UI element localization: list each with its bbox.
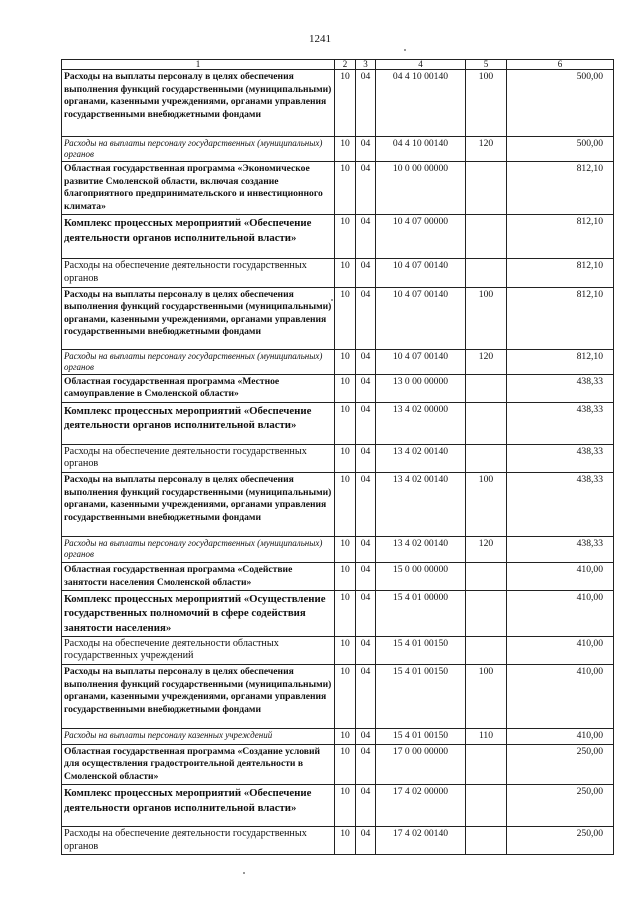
row-amount: 410,00 <box>507 562 614 590</box>
row-target-code: 15 4 01 00150 <box>376 728 466 744</box>
table-row <box>62 664 614 728</box>
row-name: Расходы на обеспечение деятельности областных государственных учреждений <box>62 636 335 664</box>
row-target-code: 10 4 07 00140 <box>376 259 466 287</box>
row-name: Расходы на выплаты персоналу в целях обеспечения выполнения функций государственными (муниципальными) органами, казенными учреждениями, органами управления государственными внебюджетными фондами <box>62 664 335 728</box>
table-row <box>62 785 614 827</box>
table-row <box>62 70 614 137</box>
row-expense-type: 120 <box>466 349 507 374</box>
row-name: Расходы на выплаты персоналу государственных (муниципальных) органов <box>62 349 335 374</box>
header-col-3: 3 <box>356 60 376 70</box>
row-subsection: 04 <box>356 162 376 215</box>
row-subsection: 04 <box>356 215 376 259</box>
row-expense-type: 100 <box>466 472 507 536</box>
row-subsection: 04 <box>356 137 376 162</box>
scan-speck <box>331 299 333 301</box>
row-target-code: 13 4 02 00140 <box>376 444 466 472</box>
row-amount: 410,00 <box>507 664 614 728</box>
table-row <box>62 728 614 744</box>
row-target-code: 10 4 07 00000 <box>376 215 466 259</box>
row-target-code: 15 0 00 00000 <box>376 562 466 590</box>
row-expense-type <box>466 402 507 444</box>
row-section: 10 <box>335 536 356 562</box>
row-section: 10 <box>335 444 356 472</box>
table-row <box>62 472 614 536</box>
row-name: Комплекс процессных мероприятий «Осуществление государственных полномочий в сфере содействия занятости населения» <box>62 591 335 637</box>
row-target-code: 10 4 07 00140 <box>376 287 466 349</box>
row-expense-type: 110 <box>466 728 507 744</box>
row-subsection: 04 <box>356 536 376 562</box>
row-target-code: 17 4 02 00140 <box>376 827 466 855</box>
row-subsection: 04 <box>356 259 376 287</box>
row-section: 10 <box>335 636 356 664</box>
row-amount: 438,33 <box>507 444 614 472</box>
row-subsection: 04 <box>356 349 376 374</box>
row-subsection: 04 <box>356 785 376 827</box>
table-header-row <box>62 60 614 70</box>
row-section: 10 <box>335 591 356 637</box>
page-number: 1241 <box>309 33 331 45</box>
row-section: 10 <box>335 562 356 590</box>
row-subsection: 04 <box>356 562 376 590</box>
table-row <box>62 562 614 590</box>
row-subsection: 04 <box>356 744 376 785</box>
row-target-code: 10 0 00 00000 <box>376 162 466 215</box>
row-target-code: 13 0 00 00000 <box>376 374 466 402</box>
row-section: 10 <box>335 472 356 536</box>
row-subsection: 04 <box>356 374 376 402</box>
row-name: Расходы на выплаты персоналу государственных (муниципальных) органов <box>62 137 335 162</box>
table-row <box>62 744 614 785</box>
row-name: Расходы на обеспечение деятельности государственных органов <box>62 259 335 287</box>
scan-speck <box>243 872 245 874</box>
row-section: 10 <box>335 137 356 162</box>
row-name: Областная государственная программа «Содействие занятости населения Смоленской области» <box>62 562 335 590</box>
table-row <box>62 444 614 472</box>
row-section: 10 <box>335 374 356 402</box>
row-amount: 812,10 <box>507 259 614 287</box>
row-amount: 500,00 <box>507 70 614 137</box>
row-expense-type <box>466 744 507 785</box>
table-row <box>62 287 614 349</box>
row-name: Областная государственная программа «Экономическое развитие Смоленской области, включая создание благоприятного предпринимательского и инвестиционного климата» <box>62 162 335 215</box>
row-section: 10 <box>335 827 356 855</box>
row-expense-type: 120 <box>466 137 507 162</box>
row-amount: 438,33 <box>507 374 614 402</box>
row-amount: 438,33 <box>507 472 614 536</box>
row-section: 10 <box>335 70 356 137</box>
header-col-6: 6 <box>507 60 614 70</box>
row-target-code: 04 4 10 00140 <box>376 70 466 137</box>
row-section: 10 <box>335 785 356 827</box>
row-name: Расходы на выплаты персоналу государственных (муниципальных) органов <box>62 536 335 562</box>
table-row <box>62 402 614 444</box>
row-section: 10 <box>335 215 356 259</box>
row-name: Расходы на обеспечение деятельности государственных органов <box>62 827 335 855</box>
table-row <box>62 536 614 562</box>
table-row <box>62 591 614 637</box>
row-subsection: 04 <box>356 827 376 855</box>
row-amount: 250,00 <box>507 785 614 827</box>
row-expense-type <box>466 562 507 590</box>
row-subsection: 04 <box>356 728 376 744</box>
row-amount: 812,10 <box>507 349 614 374</box>
row-section: 10 <box>335 287 356 349</box>
row-amount: 250,00 <box>507 827 614 855</box>
row-expense-type <box>466 162 507 215</box>
row-target-code: 15 4 01 00150 <box>376 664 466 728</box>
row-target-code: 15 4 01 00150 <box>376 636 466 664</box>
row-subsection: 04 <box>356 636 376 664</box>
row-amount: 812,10 <box>507 287 614 349</box>
row-expense-type <box>466 636 507 664</box>
row-name: Расходы на выплаты персоналу в целях обеспечения выполнения функций государственными (муниципальными) органами, казенными учреждениями, органами управления государственными внебюджетными фондами <box>62 70 335 137</box>
header-col-4: 4 <box>376 60 466 70</box>
table-row <box>62 215 614 259</box>
row-name: Расходы на выплаты персоналу казенных учреждений <box>62 728 335 744</box>
row-expense-type <box>466 827 507 855</box>
row-amount: 438,33 <box>507 536 614 562</box>
table-row <box>62 349 614 374</box>
row-subsection: 04 <box>356 287 376 349</box>
row-target-code: 10 4 07 00140 <box>376 349 466 374</box>
row-name: Комплекс процессных мероприятий «Обеспечение деятельности органов исполнительной власти» <box>62 215 335 259</box>
row-target-code: 04 4 10 00140 <box>376 137 466 162</box>
table-row <box>62 374 614 402</box>
row-amount: 500,00 <box>507 137 614 162</box>
row-expense-type <box>466 215 507 259</box>
header-col-1: 1 <box>62 60 335 70</box>
table-row <box>62 162 614 215</box>
row-subsection: 04 <box>356 664 376 728</box>
row-expense-type: 100 <box>466 70 507 137</box>
row-amount: 410,00 <box>507 636 614 664</box>
row-name: Комплекс процессных мероприятий «Обеспечение деятельности органов исполнительной власти» <box>62 402 335 444</box>
row-subsection: 04 <box>356 402 376 444</box>
row-subsection: 04 <box>356 70 376 137</box>
row-name: Расходы на выплаты персоналу в целях обеспечения выполнения функций государственными (муниципальными) органами, казенными учреждениями, органами управления государственными внебюджетными фондами <box>62 472 335 536</box>
table-row <box>62 636 614 664</box>
row-amount: 410,00 <box>507 728 614 744</box>
table-row <box>62 137 614 162</box>
row-name: Областная государственная программа «Создание условий для осуществления градостроительной деятельности в Смоленской области» <box>62 744 335 785</box>
row-name: Расходы на выплаты персоналу в целях обеспечения выполнения функций государственными (муниципальными) органами, казенными учреждениями, органами управления государственными внебюджетными фондами <box>62 287 335 349</box>
row-amount: 410,00 <box>507 591 614 637</box>
row-target-code: 15 4 01 00000 <box>376 591 466 637</box>
row-section: 10 <box>335 728 356 744</box>
row-name: Расходы на обеспечение деятельности государственных органов <box>62 444 335 472</box>
row-name: Областная государственная программа «Местное самоуправление в Смоленской области» <box>62 374 335 402</box>
row-target-code: 17 4 02 00000 <box>376 785 466 827</box>
row-section: 10 <box>335 744 356 785</box>
row-expense-type <box>466 259 507 287</box>
row-target-code: 17 0 00 00000 <box>376 744 466 785</box>
row-amount: 250,00 <box>507 744 614 785</box>
row-section: 10 <box>335 664 356 728</box>
row-amount: 438,33 <box>507 402 614 444</box>
row-section: 10 <box>335 162 356 215</box>
row-expense-type <box>466 374 507 402</box>
row-section: 10 <box>335 349 356 374</box>
row-expense-type <box>466 785 507 827</box>
row-expense-type: 120 <box>466 536 507 562</box>
row-target-code: 13 4 02 00000 <box>376 402 466 444</box>
row-expense-type: 100 <box>466 664 507 728</box>
header-col-5: 5 <box>466 60 507 70</box>
row-subsection: 04 <box>356 444 376 472</box>
table-row <box>62 827 614 855</box>
row-section: 10 <box>335 259 356 287</box>
table-row <box>62 259 614 287</box>
row-expense-type: 100 <box>466 287 507 349</box>
budget-table <box>61 59 614 855</box>
row-expense-type <box>466 444 507 472</box>
row-subsection: 04 <box>356 472 376 536</box>
row-section: 10 <box>335 402 356 444</box>
row-target-code: 13 4 02 00140 <box>376 472 466 536</box>
row-amount: 812,10 <box>507 215 614 259</box>
row-name: Комплекс процессных мероприятий «Обеспечение деятельности органов исполнительной власти» <box>62 785 335 827</box>
row-subsection: 04 <box>356 591 376 637</box>
row-amount: 812,10 <box>507 162 614 215</box>
row-target-code: 13 4 02 00140 <box>376 536 466 562</box>
row-expense-type <box>466 591 507 637</box>
header-col-2: 2 <box>335 60 356 70</box>
scan-speck <box>404 49 406 51</box>
